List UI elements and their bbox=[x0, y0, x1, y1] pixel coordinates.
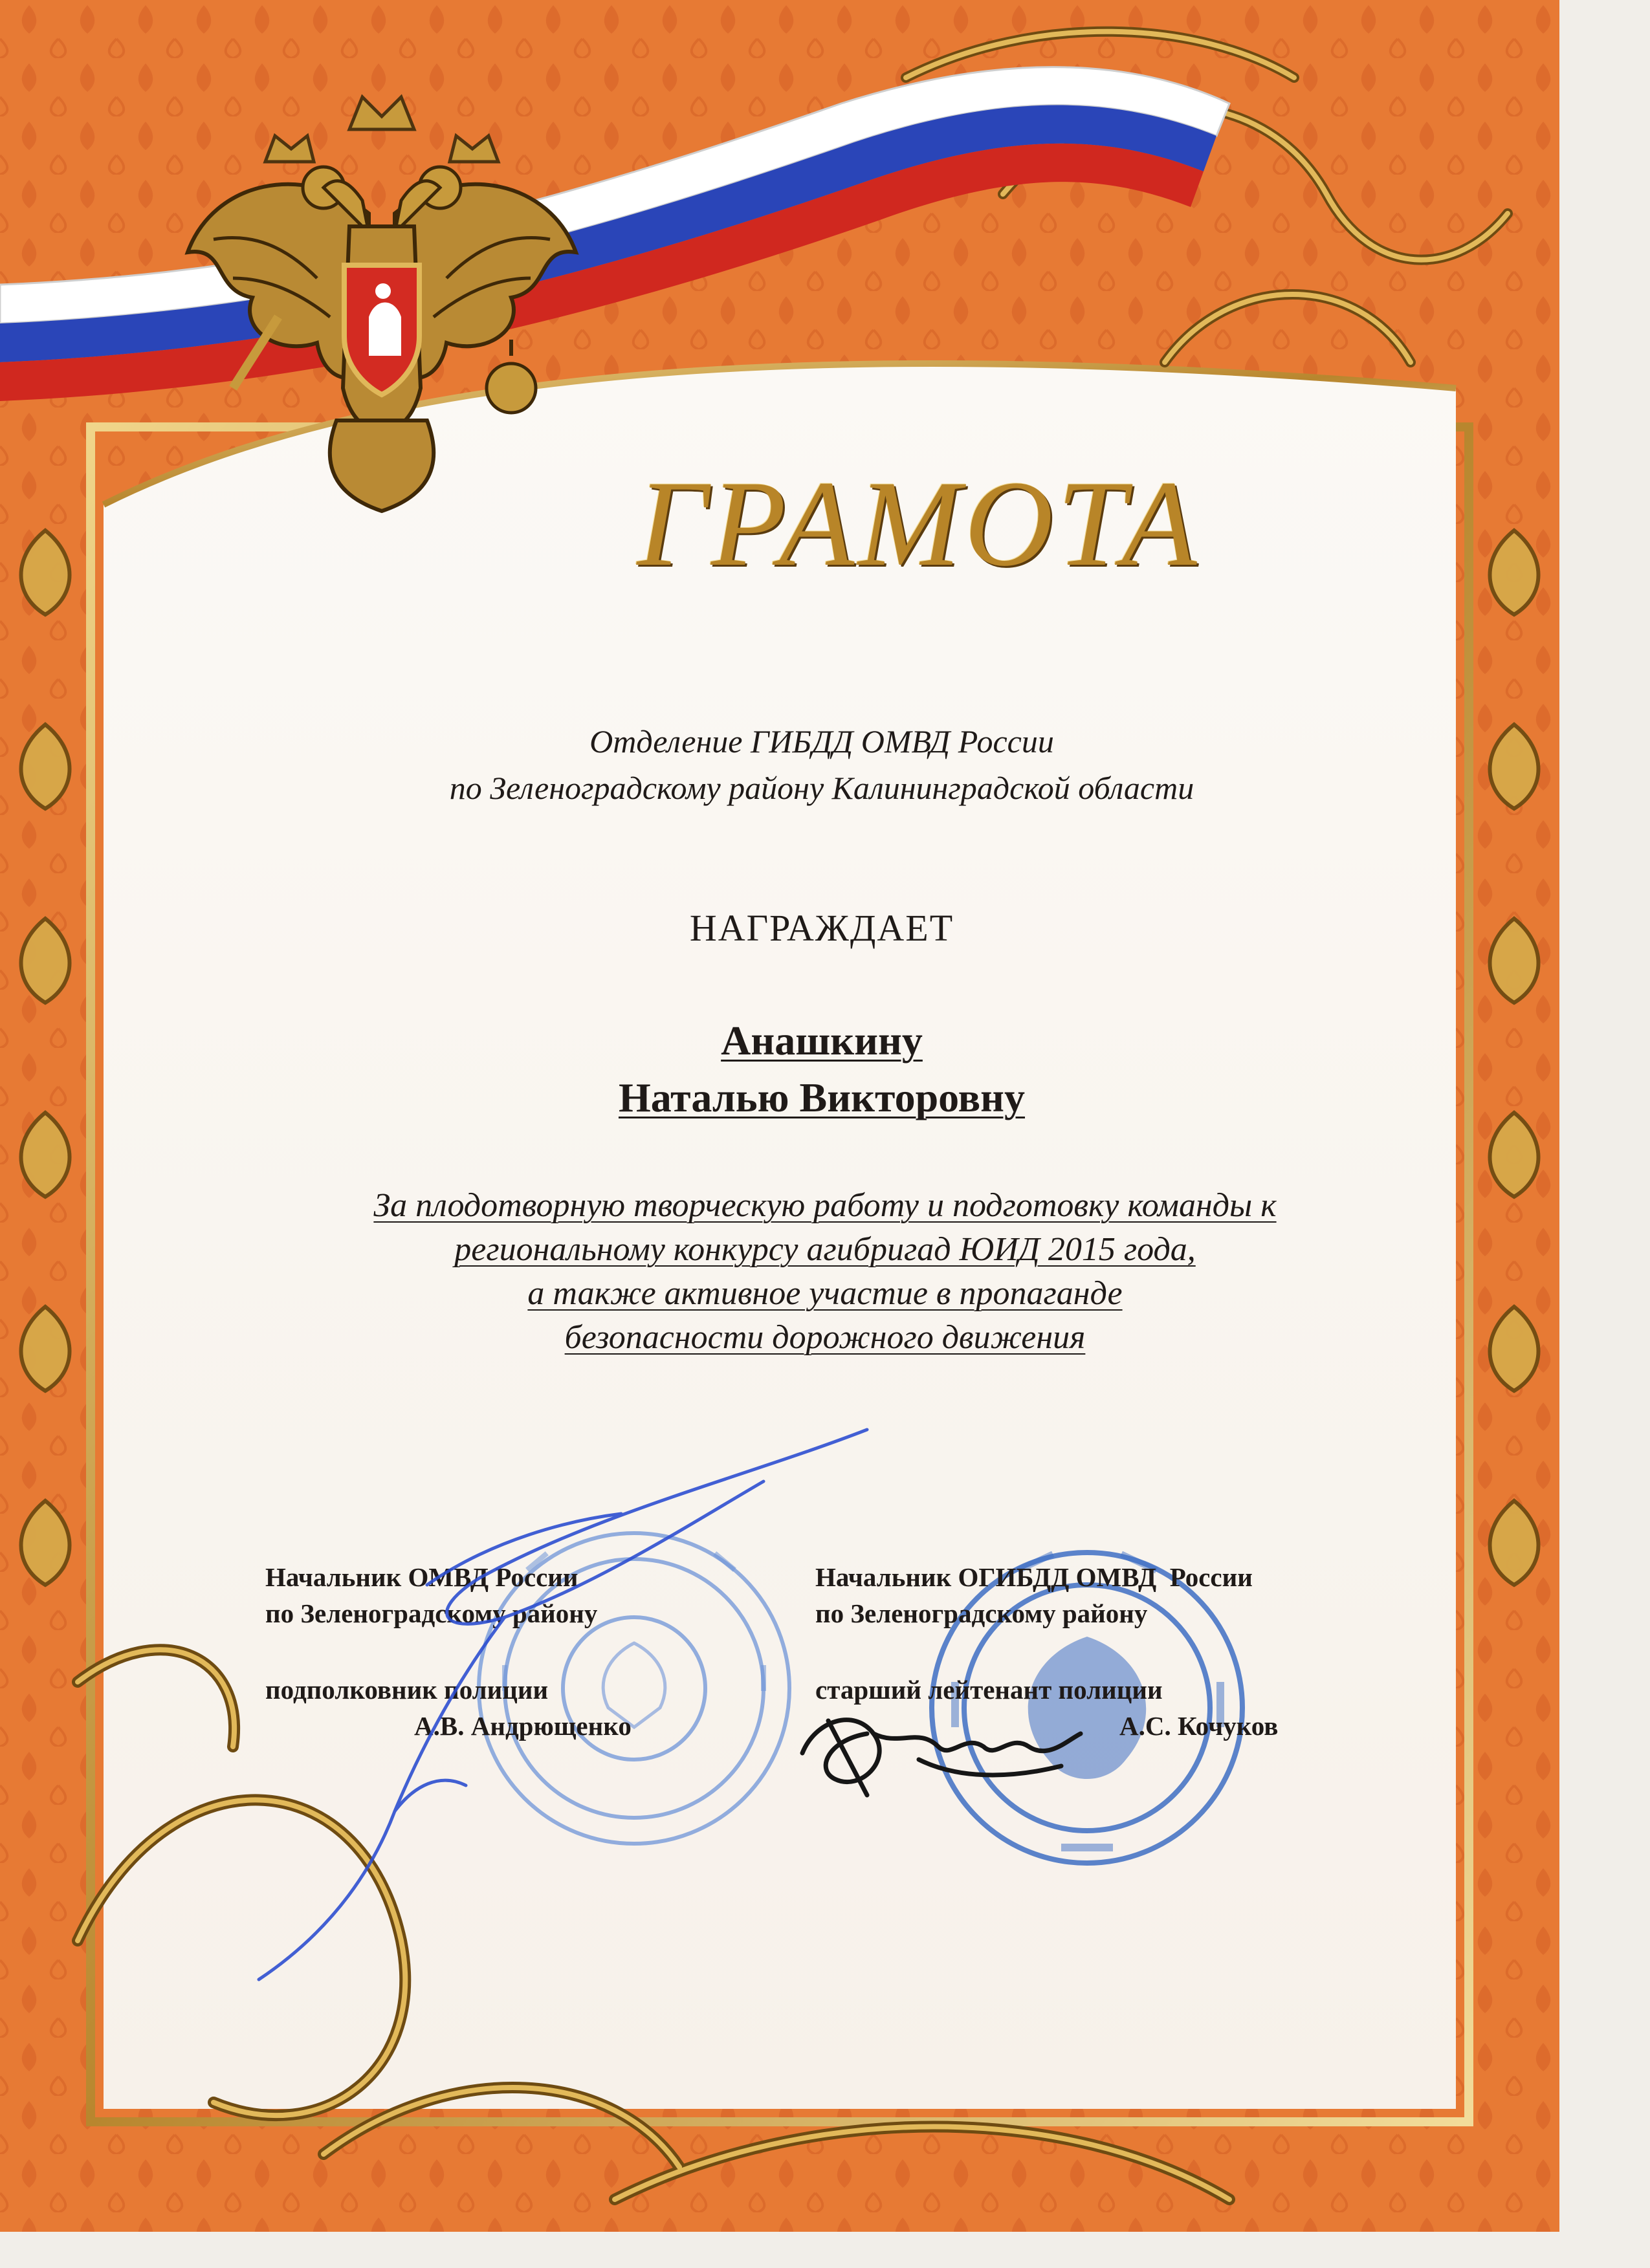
signatory-position: Начальник ОМВД России bbox=[265, 1562, 578, 1592]
signatory-position: по Зеленоградскому району bbox=[815, 1598, 1148, 1628]
reason-line: а также активное участие в пропаганде bbox=[527, 1275, 1123, 1312]
signatory-position: Начальник ОГИБДД ОМВД России bbox=[815, 1562, 1253, 1592]
reason-line: За плодотворную творческую работу и подготовку команды к bbox=[373, 1187, 1277, 1224]
recipient-surname: Анашкину bbox=[721, 1018, 923, 1063]
recipient-given-names: Наталью Викторовну bbox=[618, 1074, 1026, 1120]
reason-line: региональному конкурсу агибригад ЮИД 2015 года, bbox=[454, 1231, 1196, 1268]
recipient-name bbox=[272, 1012, 1372, 1126]
organization-line: Отделение ГИБДД ОМВД России bbox=[589, 723, 1054, 759]
award-reason bbox=[246, 1184, 1404, 1360]
signatory-rank: подполковник полиции bbox=[265, 1675, 549, 1705]
signatory-name: А.С. Кочуков bbox=[1119, 1711, 1279, 1741]
signatory-position: по Зеленоградскому району bbox=[265, 1598, 598, 1628]
certificate-title: ГРАМОТА bbox=[637, 456, 1201, 592]
awards-heading: НАГРАЖДАЕТ bbox=[689, 907, 954, 949]
organization-line: по Зеленоградскому району Калининградской области bbox=[449, 770, 1194, 806]
reason-line: безопасности дорожного движения bbox=[564, 1319, 1086, 1356]
signatory-rank: старший лейтенант полиции bbox=[815, 1675, 1163, 1705]
issuing-organization bbox=[272, 718, 1372, 811]
coat-of-arms-emblem bbox=[175, 84, 589, 524]
right-handwritten-signature bbox=[789, 1682, 1094, 1811]
signatory-name: А.В. Андрющенко bbox=[414, 1711, 632, 1741]
